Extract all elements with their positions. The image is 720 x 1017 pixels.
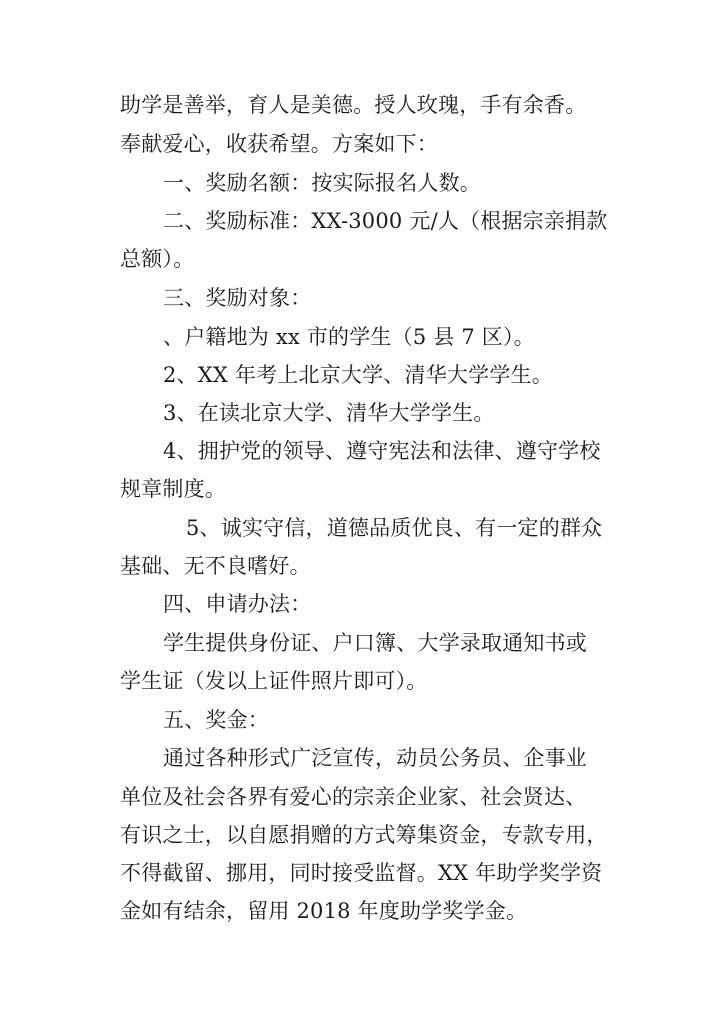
section-3-heading: 三、奖励对象：	[163, 286, 312, 310]
section-2-standard: 二、奖励标准：XX-3000 元/人（根据宗亲捐款	[163, 209, 608, 233]
criteria-item-5-cont: 基础、无不良嗜好。	[120, 554, 311, 578]
criteria-item-4-cont: 规章制度。	[120, 477, 226, 501]
criteria-item-1: 、户籍地为 xx 市的学生（5 县 7 区）。	[163, 325, 535, 349]
section-5-body-4: 不得截留、挪用，同时接受监督。XX 年助学奖学资	[120, 861, 603, 885]
section-1-quota: 一、奖励名额：按实际报名人数。	[163, 171, 481, 195]
section-4-body-1: 学生提供身份证、户口簿、大学录取通知书或	[163, 631, 587, 655]
criteria-item-3: 3、在读北京大学、清华大学学生。	[163, 401, 495, 425]
section-5-heading: 五、奖金：	[163, 708, 269, 732]
section-5-body-2: 单位及社会各界有爱心的宗亲企业家、社会贤达、	[120, 785, 587, 809]
section-2-standard-cont: 总额）。	[120, 247, 195, 271]
section-5-body-5: 金如有结余，留用 2018 年度助学奖学金。	[120, 899, 528, 923]
intro-line-2: 奉献爱心，收获希望。方案如下：	[120, 132, 438, 156]
section-4-heading: 四、申请办法：	[163, 592, 312, 616]
section-5-body-1: 通过各种形式广泛宣传，动员公务员、企事业	[163, 746, 587, 770]
criteria-item-5: 5、诚实守信，道德品质优良、有一定的群众	[186, 516, 603, 540]
section-5-body-3: 有识之士，以自愿捐赠的方式筹集资金，专款专用，	[120, 823, 608, 847]
section-4-body-2: 学生证（发以上证件照片即可）。	[120, 669, 428, 693]
criteria-item-4: 4、拥护党的领导、遵守宪法和法律、遵守学校	[163, 439, 601, 463]
criteria-item-2: 2、XX 年考上北京大学、清华大学学生。	[163, 363, 553, 387]
intro-line-1: 助学是善举，育人是美德。授人玫瑰，手有余香。	[120, 93, 587, 117]
